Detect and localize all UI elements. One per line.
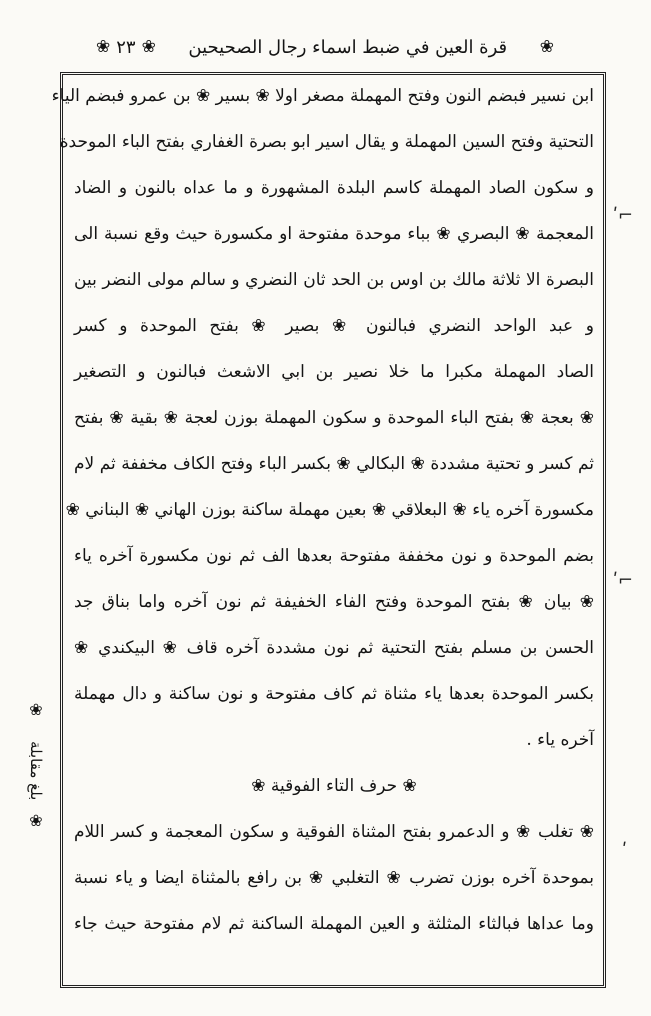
text-line: بكسر الموحدة بعدها ياء مثناة ثم كاف مفتوحة و نون ساكنة و دال مهملة xyxy=(74,684,594,704)
text-line: بضم الموحدة و نون مخففة مفتوحة بعدها الف ثم نون مكسورة آخره ياء xyxy=(74,546,594,566)
text-line: و سكون الصاد المهملة كاسم البلدة المشهورة و ما عداه بالنون و الضاد xyxy=(74,178,594,198)
margin-flourish-icon: ʹ xyxy=(621,840,627,861)
text-line: مكسورة آخره ياء ❀ البعلاقي ❀ بعين مهملة ساكنة بوزن الهاني ❀ البناني ❀ xyxy=(65,500,594,520)
text-line: ثم كسر و تحتية مشددة ❀ البكالي ❀ بكسر الباء وفتح الكاف مخففة ثم لام xyxy=(74,454,594,474)
text-line: الصاد المهملة مكبرا ما خلا نصير بن ابي الاشعث فبالنون و التصغير xyxy=(74,362,594,382)
text-line: البصرة الا ثلاثة مالك بن اوس بن الحد ثان النضري و سالم مولى النضر بين xyxy=(74,270,594,290)
section-heading: ❀ حرف التاء الفوقية ❀ xyxy=(251,776,417,796)
text-line: ❀ تغلب ❀ و الدعمرو بفتح المثناة الفوقية و سكون المعجمة و كسر اللام xyxy=(74,822,594,842)
text-line: و عبد الواحد النضري فبالنون ❀ بصير ❀ بفتح الموحدة و كسر xyxy=(74,316,594,336)
margin-note xyxy=(16,700,56,830)
text-line: الحسن بن مسلم بفتح التحتية ثم نون مشددة آخره قاف ❀ البيكندي ❀ xyxy=(74,638,594,658)
text-line: آخره ياء . xyxy=(526,730,594,750)
text-line: التحتية وفتح السين المهملة و يقال اسير ابو بصرة الغفاري بفتح الباء الموحدة xyxy=(59,132,594,152)
header-ornament-icon: ❀ xyxy=(141,37,156,57)
margin-flourish-icon: ʹ⌐ xyxy=(612,570,633,591)
margin-ornament-icon: ❀ xyxy=(29,700,43,719)
text-line: ابن نسير فبضم النون وفتح المهملة مصغر اولا ❀ بسير ❀ بن عمرو فبضم الياء xyxy=(51,86,594,106)
header-ornament-icon: ❀ xyxy=(96,37,111,57)
text-line: ❀ بعجة ❀ بفتح الباء الموحدة و سكون المهملة بوزن لعجة ❀ بقية ❀ بفتح xyxy=(74,408,594,428)
text-line: بموحدة آخره بوزن تضرب ❀ التغلبي ❀ بن رافع بالمثناة ايضا و ياء نسبة xyxy=(74,868,594,888)
margin-flourish-icon: ʹ⌐ xyxy=(612,205,633,226)
page-number: ٢٣ xyxy=(116,36,136,58)
body-text xyxy=(51,84,594,984)
text-line: ❀ بيان ❀ بفتح الموحدة وفتح الفاء الخفيفة ثم نون آخره واما بناق جد xyxy=(74,592,594,612)
page-header xyxy=(96,30,554,64)
text-line: وما عداها فبالثاء المثلثة و العين المهملة الساكنة ثم لام مفتوحة حيث جاء xyxy=(74,914,594,934)
margin-ornament-icon: ❀ xyxy=(29,811,43,830)
margin-note-text: بلغ مقابلة xyxy=(27,740,45,800)
header-ornament-icon: ❀ xyxy=(539,37,554,57)
text-line: المعجمة ❀ البصري ❀ بباء موحدة مفتوحة او مكسورة حيث وقع نسبة الى xyxy=(74,224,594,244)
running-title: قرة العين في ضبط اسماء رجال الصحيحين xyxy=(188,36,508,58)
